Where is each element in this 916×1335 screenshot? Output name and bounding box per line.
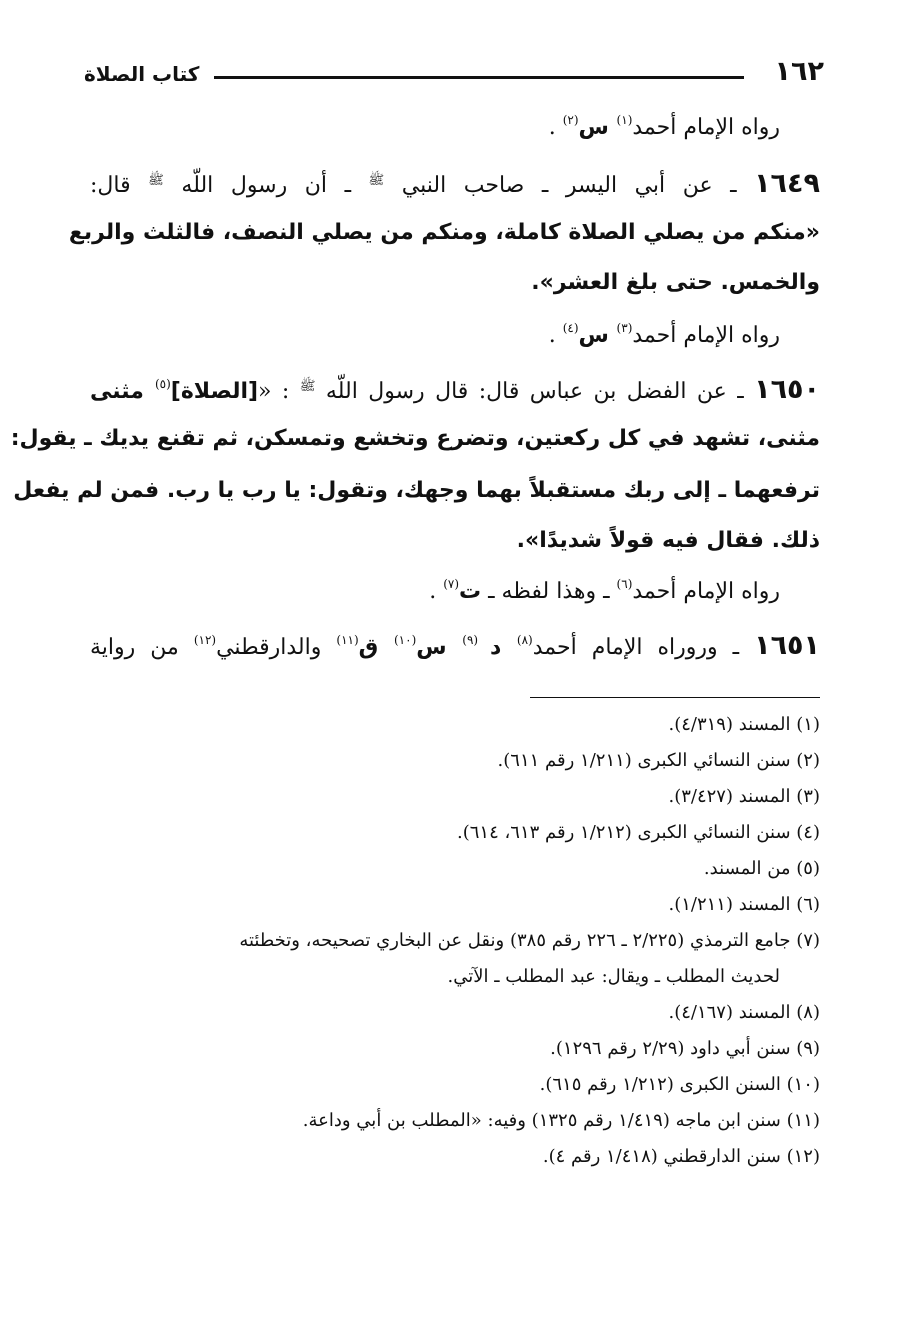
salla-glyph: ﷺ xyxy=(299,379,316,394)
hadith-1650-line-1: ١٦٥٠ ـ عن الفضل بن عباس قال: قال رسول اللّه $^ﷺ$ : «[الصلاة]$^{(٥)}$ مثنى xyxy=(90,374,821,405)
hadith-1650-line-3: ترفعهما ـ إلى ربك مستقبلاً بهما وجهك، وتقول: يا رب يا رب. فمن لم يفعل xyxy=(13,478,820,503)
hadith-1650-line-4: ذلك. فقال فيه قولاً شديدًا». xyxy=(516,528,820,553)
footnote: (٢) سنن النسائي الكبرى (١/٢١١ رقم ٦١١). xyxy=(497,750,820,771)
footnote: (١) المسند (٤/٣١٩). xyxy=(668,714,820,735)
footnote: (٩) سنن أبي داود (٢/٢٩ رقم ١٢٩٦). xyxy=(550,1038,820,1059)
footnote-continuation: لحديث المطلب ـ ويقال: عبد المطلب ـ الآتي. xyxy=(447,966,780,987)
narration-line: رواه الإمام أحمد$^{(٣)}$ س$^{(٤)}$ . xyxy=(548,321,780,348)
hadith-1650-line-2: مثنى، تشهد في كل ركعتين، وتضرع وتخشع وتمسكن، ثم تقنع يديك ـ يقول: xyxy=(10,426,820,451)
book-title: كتاب الصلاة xyxy=(84,62,200,86)
hadith-number: ١٦٥١ xyxy=(754,630,821,661)
footnote: (٥) من المسند. xyxy=(703,858,820,879)
hadith-1649-line-1: ١٦٤٩ ـ عن أبي اليسر ـ صاحب النبي $^ﷺ$ ـ أن رسول اللّه $^ﷺ$ قال: xyxy=(90,168,820,199)
hadith-1649-line-3: والخمس. حتى بلغ العشر». xyxy=(531,270,820,295)
page-number: ١٦٢ xyxy=(774,56,824,87)
narration-line: رواه الإمام أحمد$^{(٦)}$ ـ وهذا لفظه ـ ت$^{(٧)}$ . xyxy=(429,577,780,604)
footnote: (٧) جامع الترمذي (٢/٢٢٥ ـ ٢٢٦ رقم ٣٨٥) ونقل عن البخاري تصحيحه، وتخطئته xyxy=(239,930,820,951)
footnote: (١٢) سنن الدارقطني (١/٤١٨ رقم ٤). xyxy=(542,1146,820,1167)
hadith-1651-line-1: ١٦٥١ ـ وروراه الإمام أحمد$^{(٨)}$ د $^{(٩)}$ س$^{(١٠)}$ ق$^{(١١)}$ والدارقطني$^{(١٢)}$ من رواية xyxy=(90,630,821,661)
hadith-number: ١٦٥٠ xyxy=(754,374,821,405)
footnote: (٦) المسند (١/٢١١). xyxy=(668,894,820,915)
hadith-number: ١٦٤٩ xyxy=(754,168,820,199)
footnote: (٨) المسند (٤/١٦٧). xyxy=(668,1002,820,1023)
salla-glyph: ﷺ xyxy=(368,173,385,188)
footnote: (٤) سنن النسائي الكبرى (١/٢١٢ رقم ٦١٣، ٦١٤). xyxy=(457,822,820,843)
hadith-1649-line-2: «منكم من يصلي الصلاة كاملة، ومنكم من يصلي النصف، فالثلث والربع xyxy=(68,220,820,245)
narration-line: رواه الإمام أحمد$^{(١)}$ س$^{(٢)}$ . xyxy=(548,113,780,140)
footnote: (١٠) السنن الكبرى (١/٢١٢ رقم ٦١٥). xyxy=(539,1074,820,1095)
footnote: (١١) سنن ابن ماجه (١/٤١٩ رقم ١٣٢٥) وفيه: «المطلب بن أبي وداعة. xyxy=(302,1110,820,1131)
header-rule xyxy=(214,76,744,79)
footnote-separator xyxy=(530,697,820,698)
salla-glyph: ﷺ xyxy=(148,173,164,188)
running-header xyxy=(84,56,824,96)
footnote: (٣) المسند (٣/٤٢٧). xyxy=(668,786,820,807)
